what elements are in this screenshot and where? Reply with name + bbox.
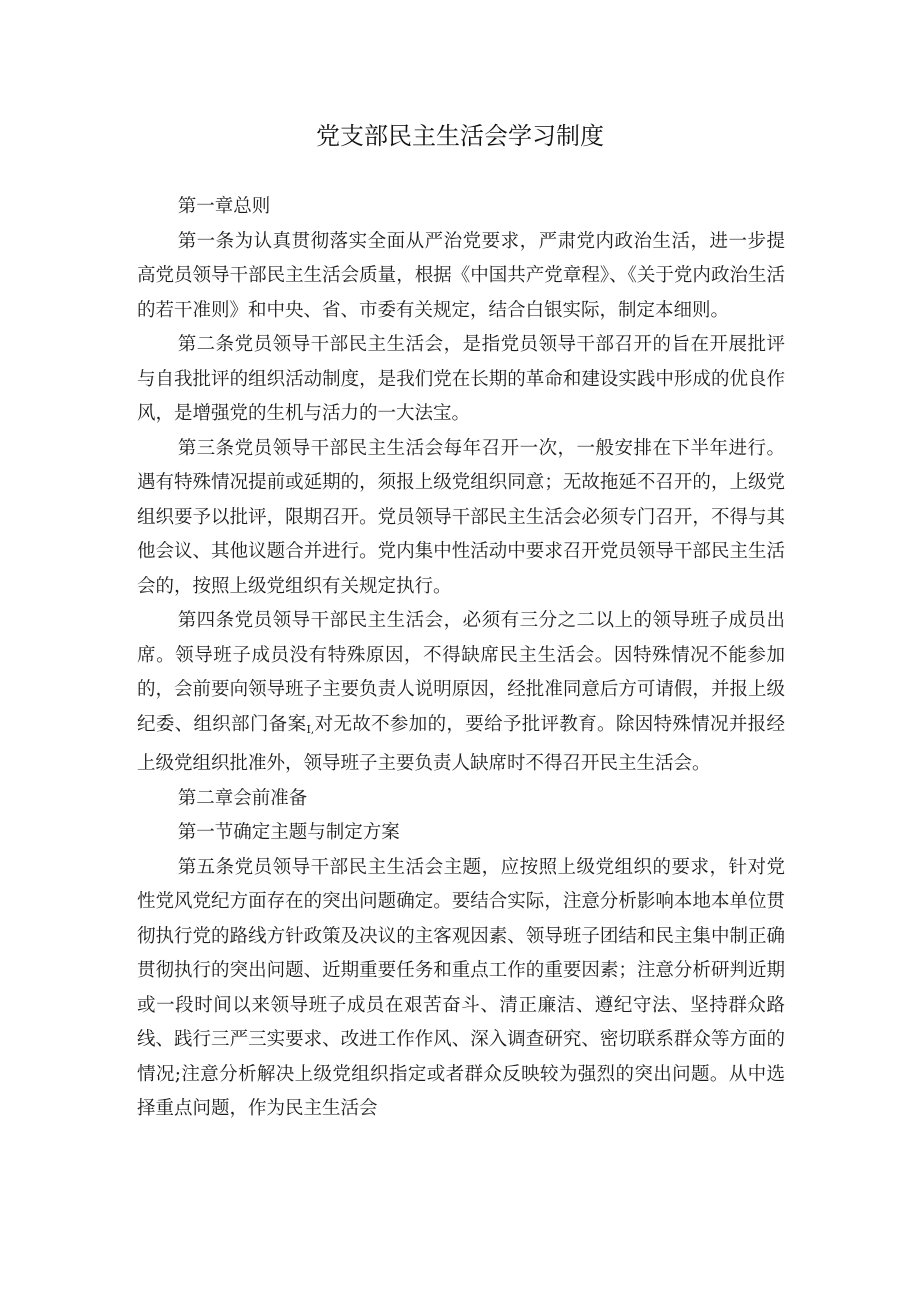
document-body (137, 190, 785, 1127)
article-4-part-1: 第四条党员领导干部民主生活会，必须有三分之二以上的领导班子成员出席。领导班子成员没有特殊原因，不得缺席民主生活会。因特殊情况不能参加的，会前要向领导班子主要负责人说明原因，经批准同意后方可请假，并报上级纪委、组织部门备案 (137, 610, 785, 735)
article-4-mark: I, (306, 722, 315, 736)
chapter-heading-2: 第二章会前准备 (177, 787, 308, 809)
chapter-heading-1: 第一章总则 (177, 196, 271, 217)
article-5: 第五条党员领导干部民主生活会主题，应按照上级党组织的要求，针对党性党风党纪方面存在的突出问题确定。要结合实际，注意分析影响本地本单位贯彻执行党的路线方针政策及决议的主客观因素、领导班子团结和民主集中制正确贯彻执行的突出问题、近期重要任务和重点工作的重要因素；注意分析研判近期或一段时间以来领导班子成员在艰苦奋斗、清正廉洁、遵纪守法、坚持群众路线、践行三严三实要求、改进工作作风、深入调查研究、密切联系群众等方面的情况;注意分析解决上级党组织指定或者群众反映较为强烈的突出问题。从中选择重点问题，作为民主生活会 (137, 856, 785, 1119)
article-4 (137, 604, 785, 782)
article-1: 第一条为认真贯彻落实全面从严治党要求，严肃党内政治生活，进一步提高党员领导干部民主生活会质量，根据《中国共产党章程》、《关于党内政治生活的若干准则》和中央、省、市委有关规定，结合白银实际，制定本细则。 (137, 230, 785, 321)
article-4-part-2: 对无故不参加的，要给予批评教育。除因特殊情况并报经上级党组织批准外，领导班子主要负责人缺席时不得召开民主生活会。 (137, 713, 785, 774)
article-3: 第三条党员领导干部民主生活会每年召开一次，一般安排在下半年进行。遇有特殊情况提前或延期的，须报上级党组织同意；无故拖延不召开的，上级党组织要予以批评，限期召开。党员领导干部民主生活会必须专门召开，不得与其他会议、其他议题合并进行。党内集中性活动中要求召开党员领导干部民主生活会的，按照上级党组织有关规定执行。 (137, 437, 785, 597)
document-title: 党支部民主生活会学习制度 (316, 122, 604, 150)
section-heading-1: 第一节确定主题与制定方案 (177, 822, 400, 843)
article-2: 第二条党员领导干部民主生活会，是指党员领导干部召开的旨在开展批评与自我批评的组织活动制度，是我们党在长期的革命和建设实践中形成的优良作风，是增强党的生机与活力的一大法宝。 (137, 334, 785, 424)
